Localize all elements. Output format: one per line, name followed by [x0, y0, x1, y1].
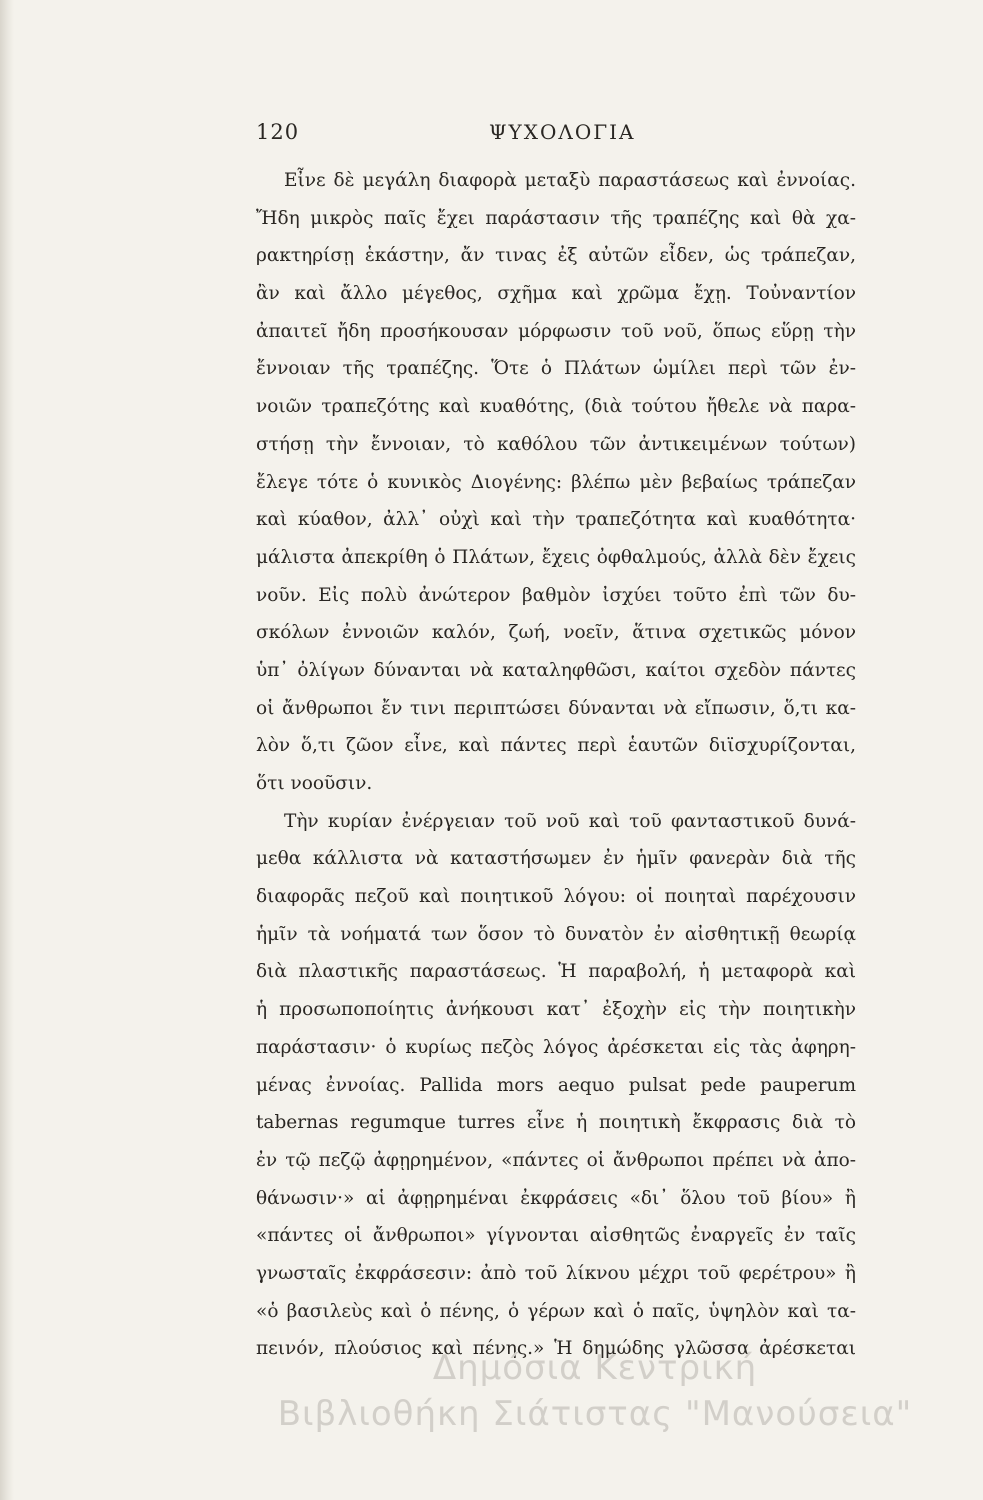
text-line: στήσῃ τὴν ἔννοιαν, τὸ καθόλου τῶν ἀντικειμένων τούτων) — [256, 433, 856, 455]
body-text — [256, 162, 856, 1368]
text-line: ἡ προσωποποίητις ἀνήκουσι κατ᾽ ἐξοχὴν εἰς τὴν ποιητικὴν — [256, 999, 856, 1021]
text-line: νοῦν. Εἰς πολὺ ἀνώτερον βαθμὸν ἰσχύει τοῦτο ἐπὶ τῶν δυ- — [256, 584, 856, 606]
text-line: ἂν καὶ ἄλλο μέγεθος, σχῆμα καὶ χρῶμα ἔχῃ. Τοὐναντίον — [256, 283, 856, 305]
text-line: ὅτι νοοῦσιν. — [256, 773, 373, 794]
text-line: μένας ἐννοίας. Pallida mors aequo pulsat pede pauperum — [256, 1074, 856, 1096]
page-header — [256, 120, 856, 160]
text-line: ἔλεγε τότε ὁ κυνικὸς Διογένης: βλέπω μὲν βεβαίως τράπεζαν — [256, 471, 856, 493]
text-line: tabernas regumque turres εἶνε ἡ ποιητικὴ ἔκφρασις διὰ τὸ — [256, 1112, 856, 1134]
text-line: «ὁ βασιλεὺς καὶ ὁ πένης, ὁ γέρων καὶ ὁ παῖς, ὑψηλὸν καὶ τα- — [256, 1300, 856, 1322]
text-line: ρακτηρίσῃ ἑκάστην, ἄν τινας ἐξ αὐτῶν εἶδεν, ὡς τράπεζαν, — [256, 245, 856, 267]
watermark-line-2: Βιβλιοθήκη Σιάτιστας "Μανούσεια" — [277, 1394, 913, 1434]
text-line: «πάντες οἱ ἄνθρωποι» γίγνονται αἰσθητῶς ἐναργεῖς ἐν ταῖς — [256, 1225, 856, 1247]
text-line: γνωσταῖς ἐκφράσεσιν: ἀπὸ τοῦ λίκνου μέχρι τοῦ φερέτρου» ἢ — [256, 1262, 856, 1284]
text-line: ἐν τῷ πεζῷ ἀφῃρημένον, «πάντες οἱ ἄνθρωποι πρέπει νὰ ἀπο- — [256, 1149, 856, 1171]
text-line: διὰ πλαστικῆς παραστάσεως. Ἡ παραβολή, ἡ μεταφορὰ καὶ — [256, 961, 856, 983]
text-line: ὑπ᾽ ὀλίγων δύνανται νὰ καταληφθῶσι, καίτοι σχεδὸν πάντες — [256, 659, 856, 681]
text-line: ἡμῖν τὰ νοήματά των ὅσον τὸ δυνατὸν ἐν αἰσθητικῇ θεωρίᾳ — [256, 923, 856, 945]
text-line: μεθα κάλλιστα νὰ καταστήσωμεν ἐν ἡμῖν φανερὰν διὰ τῆς — [256, 848, 856, 870]
text-line: ἔννοιαν τῆς τραπέζης. Ὅτε ὁ Πλάτων ὡμίλει περὶ τῶν ἐν- — [256, 358, 856, 380]
watermark-line-1: Δημόσια Κεντρική — [432, 1348, 758, 1388]
text-line: πεινόν, πλούσιος καὶ πένης.» Ἡ δημώδης γλῶσσα ἀρέσκεται — [256, 1338, 856, 1360]
text-line: διαφορᾶς πεζοῦ καὶ ποιητικοῦ λόγου: οἱ ποιηταὶ παρέχουσιν — [256, 886, 856, 908]
page-edge-shadow — [0, 0, 14, 1500]
running-title: ΨΥΧΟΛΟΓΙΑ — [489, 120, 636, 144]
text-line: Τὴν κυρίαν ἐνέργειαν τοῦ νοῦ καὶ τοῦ φανταστικοῦ δυνά- — [284, 810, 856, 832]
text-line: νοιῶν τραπεζότης καὶ κυαθότης, (διὰ τούτου ἤθελε νὰ παρα- — [256, 396, 856, 418]
text-line: μάλιστα ἀπεκρίθη ὁ Πλάτων, ἔχεις ὀφθαλμούς, ἀλλὰ δὲν ἔχεις — [256, 546, 856, 568]
text-line: παράστασιν· ὁ κυρίως πεζὸς λόγος ἀρέσκεται εἰς τὰς ἀφηρη- — [256, 1036, 856, 1058]
library-watermark — [230, 1345, 960, 1437]
text-line: Ἤδη μικρὸς παῖς ἔχει παράστασιν τῆς τραπέζης καὶ θὰ χα- — [256, 207, 856, 229]
text-line: ἀπαιτεῖ ἤδη προσήκουσαν μόρφωσιν τοῦ νοῦ, ὅπως εὕρῃ τὴν — [256, 320, 856, 342]
text-line: λὸν ὅ,τι ζῶον εἶνε, καὶ πάντες περὶ ἑαυτῶν διϊσχυρίζονται, — [256, 735, 856, 757]
text-line: καὶ κύαθον, ἀλλ᾽ οὐχὶ καὶ τὴν τραπεζότητα καὶ κυαθότητα· — [256, 509, 856, 531]
text-line: Εἶνε δὲ μεγάλη διαφορὰ μεταξὺ παραστάσεως καὶ ἐννοίας. — [284, 170, 856, 191]
text-line: σκόλων ἐννοιῶν καλόν, ζωή, νοεῖν, ἅτινα σχετικῶς μόνον — [256, 622, 856, 644]
page-number: 120 — [256, 120, 300, 144]
text-line: οἱ ἄνθρωποι ἔν τινι περιπτώσει δύνανται νὰ εἴπωσιν, ὅ,τι κα- — [256, 697, 856, 719]
text-line: θάνωσιν·» αἱ ἀφῃρημέναι ἐκφράσεις «δι᾽ ὅλου τοῦ βίου» ἢ — [256, 1187, 856, 1209]
